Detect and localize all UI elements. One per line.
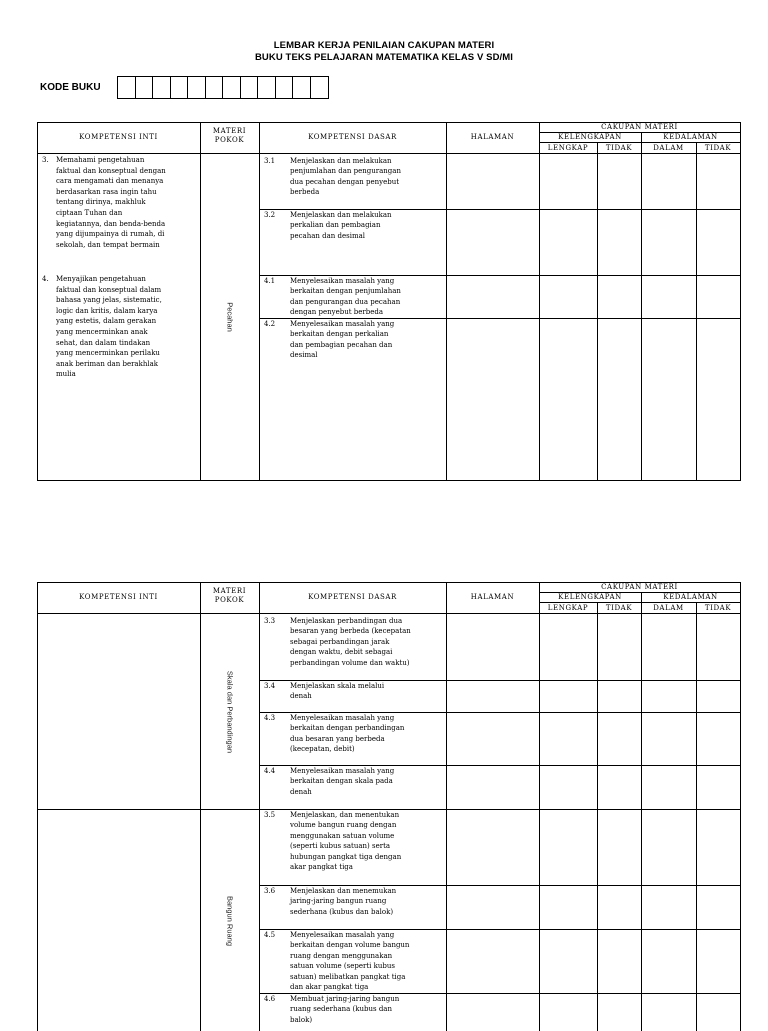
ki-number: 3.: [42, 156, 49, 164]
ki-text-line: ciptaan Tuhan dan: [56, 209, 123, 217]
ki-text-line: Menyajikan pengetahuan: [56, 275, 146, 283]
kd-text-line: dengan penyebut berbeda: [290, 308, 384, 317]
kd-text-line: dua pecahan dengan penyebut: [290, 177, 400, 186]
ki-text-line: yang mencerminkan perilaku: [56, 349, 160, 358]
table-rule: [37, 153, 741, 154]
kd-text-line: desimal: [290, 351, 318, 360]
kode-buku-input[interactable]: [117, 76, 329, 99]
kd-text-line: besaran yang berbeda (kecepatan: [290, 627, 411, 636]
header-kedalaman: KEDALAMAN: [663, 133, 718, 141]
ki-text-line: Memahami pengetahuan: [56, 156, 145, 164]
table-rule: [539, 122, 540, 481]
table-rule: [37, 480, 741, 481]
kd-text-line: denah: [290, 692, 312, 701]
kd-text-line: berkaitan dengan skala pada: [290, 777, 393, 786]
kd-text-line: berbeda: [290, 188, 320, 197]
kd-text-line: Menjelaskan skala melalui: [290, 682, 385, 690]
header-materi-pokok-2: POKOK: [214, 596, 245, 604]
kd-text-line: perbandingan volume dan waktu): [290, 658, 410, 667]
kd-number: 3.4: [264, 682, 276, 690]
ki-text-line: tentang dirinya, makhluk: [56, 198, 146, 207]
kd-text: [290, 681, 445, 702]
kd-text: [290, 319, 445, 361]
kd-text: [290, 930, 445, 992]
ki-text-line: sekolah, dan tempat bermain: [56, 240, 160, 249]
table-rule: [259, 582, 260, 1031]
kd-number: 4.5: [264, 931, 276, 939]
ki-text-line: berdasarkan rasa ingin tahu: [56, 187, 157, 196]
kd-text-line: penjumlahan dan pengurangan: [290, 167, 401, 176]
kd-text: [290, 210, 445, 241]
ki-number: 4.: [42, 275, 49, 283]
kd-text-line: dua besaran yang berbeda: [290, 734, 385, 743]
header-dalam: DALAM: [653, 144, 684, 152]
header-tidak-2: TIDAK: [704, 604, 732, 612]
header-kompetensi-inti: KOMPETENSI INTI: [79, 593, 158, 601]
ki-text-line: bahasa yang jelas, sistematic,: [56, 296, 162, 305]
materi-pokok-pecahan: Pecahan: [225, 302, 234, 332]
ki-text-line: faktual dan konseptual dalam: [56, 285, 162, 294]
table-rule: [259, 122, 260, 481]
table-rule: [37, 122, 38, 481]
table-rule: [696, 613, 697, 1031]
kd-text-line: (kecepatan, debit): [290, 745, 355, 754]
header-tidak-1: TIDAK: [605, 144, 633, 152]
kd-number: 4.6: [264, 995, 276, 1003]
header-halaman: HALAMAN: [470, 593, 515, 601]
header-lengkap: LENGKAP: [547, 144, 589, 152]
kd-text-line: sederhana (kubus dan balok): [290, 907, 394, 916]
kd-text-line: ruang sederhana (kubus dan: [290, 1005, 392, 1014]
kd-text-line: Membuat jaring-jaring bangun: [290, 995, 400, 1003]
kd-text-line: menggunakan satuan volume: [290, 831, 395, 840]
kd-text-line: berkaitan dengan volume bangun: [290, 941, 410, 950]
kd-text: [290, 994, 445, 1025]
header-materi-pokok-2: POKOK: [214, 136, 245, 144]
kd-text-line: akar pangkat tiga: [290, 863, 353, 872]
kd-number: 3.2: [264, 211, 276, 219]
kd-text: [290, 766, 445, 797]
header-lengkap: LENGKAP: [547, 604, 589, 612]
materi-pokok-bangun-ruang: Bangun Ruang: [225, 895, 234, 947]
kd-text-line: berkaitan dengan perkalian: [290, 330, 389, 339]
ki-text-line: yang estetis, dalam gerakan: [56, 317, 157, 326]
doc-title-line2: BUKU TEKS PELAJARAN MATEMATIKA KELAS V SD/MI: [254, 52, 514, 63]
kd-text: [290, 616, 445, 668]
header-halaman: HALAMAN: [470, 133, 515, 141]
kd-text-line: berkaitan dengan penjumlahan: [290, 287, 401, 296]
header-tidak-1: TIDAK: [605, 604, 633, 612]
kd-text-line: Menjelaskan dan menemukan: [290, 887, 397, 895]
table-rule: [597, 153, 598, 481]
ki-text-line: kegiatannya, dan benda-benda: [56, 219, 166, 228]
table-rule: [200, 582, 201, 1031]
table-rule: [740, 582, 741, 1031]
table-rule: [446, 122, 447, 481]
doc-title-line1: LEMBAR KERJA PENILAIAN CAKUPAN MATERI: [273, 40, 495, 51]
ki-text-line: anak beriman dan berakhlak: [56, 359, 159, 368]
kd-text-line: dan akar pangkat tiga: [290, 983, 369, 992]
kd-number: 3.1: [264, 157, 276, 165]
kd-text-line: hubungan pangkat tiga dengan: [290, 852, 402, 861]
kd-number: 4.1: [264, 277, 276, 285]
table-rule: [37, 582, 38, 1031]
kd-text-line: Menyelesaikan masalah yang: [290, 320, 395, 328]
table-rule: [641, 153, 642, 481]
kd-text: [290, 713, 445, 755]
kd-text-line: sebagai perbandingan jarak: [290, 637, 390, 646]
table-rule: [641, 613, 642, 1031]
kd-text: [290, 276, 445, 318]
kd-text-line: dengan waktu, debit sebagai: [290, 648, 393, 657]
table-rule: [740, 122, 741, 481]
kd-text-line: Menyelesaikan masalah yang: [290, 714, 395, 722]
ki-text-line: faktual dan konseptual dengan: [56, 166, 166, 175]
table-rule: [597, 613, 598, 1031]
table-rule: [539, 582, 540, 1031]
header-kompetensi-dasar: KOMPETENSI DASAR: [308, 593, 397, 601]
header-kompetensi-dasar: KOMPETENSI DASAR: [308, 133, 397, 141]
kd-text: [290, 810, 445, 872]
kd-number: 4.3: [264, 714, 276, 722]
kd-number: 4.4: [264, 767, 276, 775]
kd-text-line: perkalian dan pembagian: [290, 221, 381, 230]
table-rule: [37, 613, 741, 614]
kd-text-line: berkaitan dengan perbandingan: [290, 724, 405, 733]
table-rule: [446, 582, 447, 1031]
kd-text-line: Menjelaskan, dan menentukan: [290, 811, 400, 819]
kode-buku-label: KODE BUKU: [40, 82, 101, 93]
table-rule: [696, 153, 697, 481]
kd-number: 3.5: [264, 811, 276, 819]
header-kelengkapan: KELENGKAPAN: [558, 133, 622, 141]
ki-text-line: yang dijumpainya di rumah, di: [56, 230, 165, 239]
header-materi-pokok: MATERI: [212, 127, 247, 135]
kd-text-line: satuan) melibatkan pangkat tiga: [290, 972, 406, 981]
kd-text-line: Menjelaskan perbandingan dua: [290, 617, 403, 625]
header-tidak-2: TIDAK: [704, 144, 732, 152]
ki-text-line: cara mengamati dan menanya: [56, 177, 164, 186]
kd-text-line: dan pengurangan dua pecahan: [290, 297, 401, 306]
table-rule: [539, 602, 741, 603]
table-rule: [539, 142, 741, 143]
kd-text-line: volume bangun ruang dengan: [290, 821, 397, 830]
kd-text-line: dan pembagian pecahan dan: [290, 340, 393, 349]
kd-text-line: Menjelaskan dan melakukan: [290, 157, 392, 165]
ki-text-line: sehat, dan dalam tindakan: [56, 338, 151, 347]
kd-text-line: satuan volume (seperti kubus: [290, 962, 395, 971]
kd-text-line: Menyelesaikan masalah yang: [290, 767, 395, 775]
kd-text-line: jaring-jaring bangun ruang: [290, 897, 387, 906]
kd-text-line: pecahan dan desimal: [290, 231, 366, 240]
kd-number: 3.3: [264, 617, 276, 625]
header-kompetensi-inti: KOMPETENSI INTI: [79, 133, 158, 141]
ki-text-line: yang mencerminkan anak: [56, 328, 148, 336]
kd-text: [290, 886, 445, 917]
ki-text-line: mulia: [56, 370, 76, 379]
kd-text-line: Menyelesaikan masalah yang: [290, 931, 395, 939]
header-dalam: DALAM: [653, 604, 684, 612]
table-rule: [200, 122, 201, 481]
materi-pokok-skala: Skala dan Perbandingan: [225, 670, 234, 754]
kd-text-line: Menjelaskan dan melakukan: [290, 211, 392, 219]
header-kedalaman: KEDALAMAN: [663, 593, 718, 601]
header-materi-pokok: MATERI: [212, 587, 247, 595]
kd-text-line: denah: [290, 787, 312, 796]
kd-number: 3.6: [264, 887, 276, 895]
kd-text-line: Menyelesaikan masalah yang: [290, 277, 395, 285]
header-kelengkapan: KELENGKAPAN: [558, 593, 622, 601]
kd-text-line: (seperti kubus satuan) serta: [290, 842, 391, 851]
kd-text-line: balok): [290, 1015, 313, 1024]
ki-text-line: logic dan kritis, dalam karya: [56, 306, 158, 315]
kd-number: 4.2: [264, 320, 276, 328]
header-cakupan-materi: CAKUPAN MATERI: [601, 583, 678, 591]
kd-text: [290, 156, 445, 198]
header-cakupan-materi: CAKUPAN MATERI: [601, 123, 678, 131]
kd-text-line: ruang dengan menggunakan: [290, 951, 393, 960]
